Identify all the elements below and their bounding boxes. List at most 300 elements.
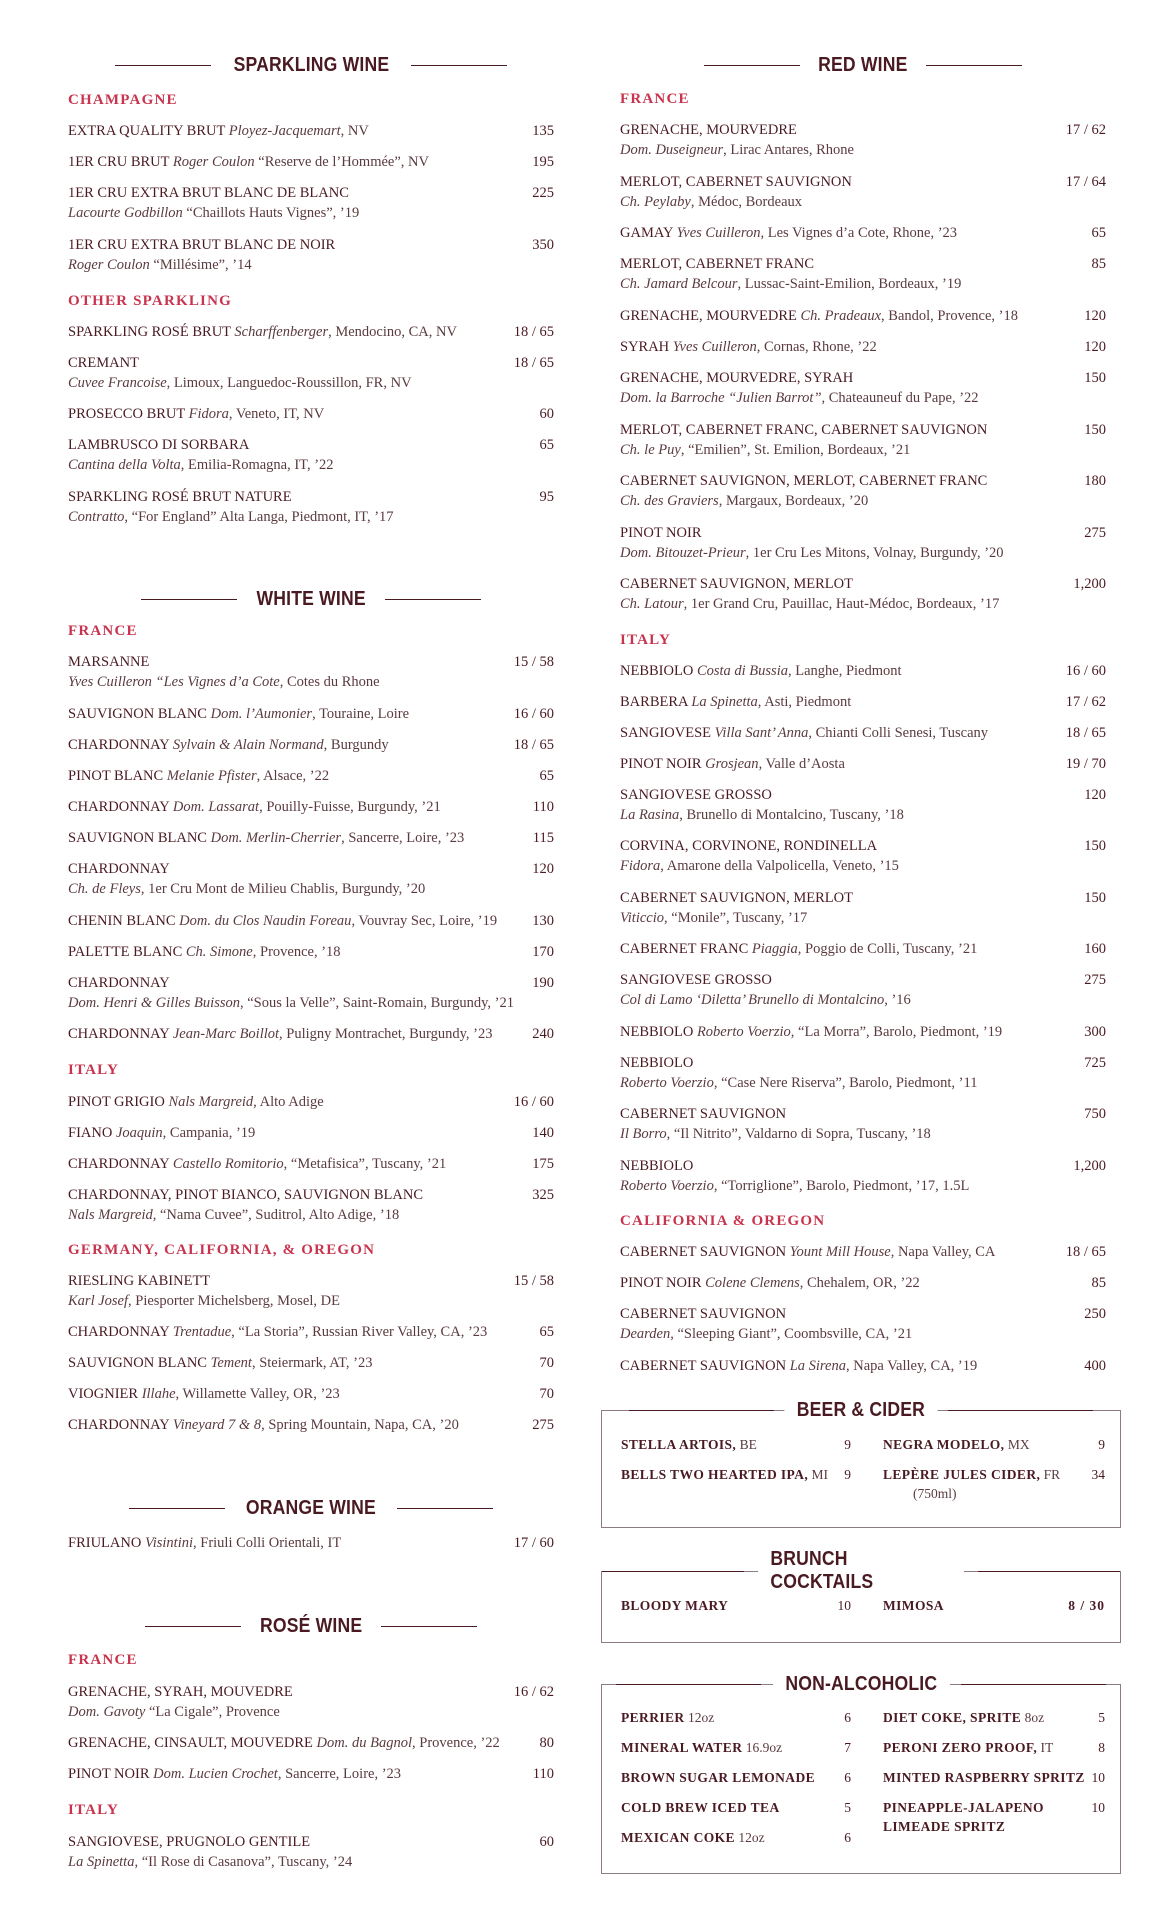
section-title-sparkling [68, 50, 554, 80]
wine-name: PALETTE BLANC [68, 944, 183, 960]
wine-details: , Pouilly-Fuisse, Burgundy, ’21 [259, 799, 441, 815]
drink-item: PERONI ZERO PROOF, IT 8 [883, 1740, 1105, 1755]
wine-price: 65 [539, 1324, 554, 1340]
wine-producer: Karl Josef [68, 1293, 129, 1309]
wine-producer: Dom. du Clos Naudin Foreau [179, 913, 352, 929]
wine-name: SAUVIGNON BLANC [68, 1355, 207, 1371]
wine-name: CHARDONNAY [68, 799, 170, 815]
wine-name: 1ER CRU BRUT [68, 154, 170, 170]
wine-item [68, 973, 554, 1013]
wine-details: , Cotes du Rhone [279, 674, 380, 690]
wine-price: 110 [532, 799, 554, 815]
wine-producer: Il Borro [620, 1126, 667, 1142]
wine-item [68, 1154, 554, 1174]
subheading-germany-california-oregon: GERMANY, CALIFORNIA, & OREGON [68, 1242, 376, 1258]
drink-item: MINERAL WATER 16.9oz 7 [621, 1740, 851, 1755]
wine-price: 18 / 65 [513, 355, 554, 371]
wine-producer: Visintini [144, 1535, 194, 1551]
wine-name: CHARDONNAY [68, 861, 170, 877]
wine-price: 80 [539, 1735, 554, 1751]
wine-item [68, 859, 554, 899]
wine-name: CHARDONNAY [68, 1156, 170, 1172]
wine-details: , “La Morra”, Barolo, Piedmont, ’19 [790, 1024, 1003, 1040]
wine-producer: Dearden [620, 1326, 671, 1342]
wine-price: 225 [532, 185, 554, 201]
wine-producer: Colene Clemens [705, 1275, 800, 1291]
wine-producer: Villa Sant’ Anna [714, 725, 809, 741]
wine-producer: La Sirena [789, 1358, 846, 1374]
wine-item [620, 970, 1106, 1010]
wine-name: MERLOT, CABERNET FRANC, CABERNET SAUVIGNON [620, 422, 988, 438]
wine-details: , Sancerre, Loire, ’23 [341, 830, 465, 846]
wine-details: , Steiermark, AT, ’23 [251, 1355, 373, 1371]
wine-name: CABERNET SAUVIGNON, MERLOT, CABERNET FRANC [620, 473, 988, 489]
wine-item [620, 1356, 1106, 1376]
wine-details: , Willamette Valley, OR, ’23 [175, 1386, 340, 1402]
subheading-california-oregon: CALIFORNIA & OREGON [620, 1213, 826, 1229]
wine-price: 750 [1084, 1106, 1106, 1122]
wine-item [68, 1185, 554, 1225]
wine-name: SANGIOVESE GROSSO [620, 972, 772, 988]
wine-price: 325 [532, 1187, 554, 1203]
beer-cider-box [601, 1398, 1121, 1528]
wine-name: NEBBIOLO [620, 1158, 694, 1174]
wine-producer: La Spinetta [68, 1854, 135, 1870]
section-title-brunch [602, 1548, 1120, 1593]
wine-details: , ’16 [884, 992, 911, 1008]
wine-price: 240 [532, 1026, 554, 1042]
wine-price: 150 [1084, 422, 1106, 438]
wine-name: CHARDONNAY [68, 737, 170, 753]
wine-item [68, 235, 554, 275]
subheading-other-sparkling: OTHER SPARKLING [68, 293, 232, 309]
drink-item: DIET COKE, SPRITE 8oz 5 [883, 1710, 1105, 1725]
wine-price: 17 / 62 [1065, 694, 1106, 710]
wine-item [68, 1832, 554, 1872]
wine-item [68, 1024, 554, 1044]
section-title-text: RED WINE [818, 53, 908, 76]
wine-name: PINOT NOIR [620, 756, 702, 772]
section-title-text: NON-ALCOHOLIC [773, 1673, 950, 1696]
wine-item [68, 942, 554, 962]
wine-producer: Dom. l’Aumonier [210, 706, 313, 722]
wine-name: CABERNET SAUVIGNON [620, 1106, 787, 1122]
subheading-italy: ITALY [68, 1802, 120, 1818]
wine-details: “Chaillots Hauts Vignes”, ’19 [182, 205, 360, 221]
wine-name: PINOT NOIR [620, 1275, 702, 1291]
wine-name: CHARDONNAY [68, 975, 170, 991]
wine-producer: Cantina della Volta [68, 457, 181, 473]
wine-price: 160 [1084, 941, 1106, 957]
wine-details: , “Case Nere Riserva”, Barolo, Piedmont, ’11 [713, 1075, 978, 1091]
wine-details: , “Metafisica”, Tuscany, ’21 [283, 1156, 447, 1172]
wine-details: , 1er Grand Cru, Pauillac, Haut-Médoc, Bordeaux, ’17 [683, 596, 1000, 612]
wine-item [68, 404, 554, 424]
wine-price: 16 / 60 [513, 706, 554, 722]
wine-item [68, 1322, 554, 1342]
wine-details: , Friuli Colli Orientali, IT [193, 1535, 342, 1551]
wine-details: , Langhe, Piedmont [787, 663, 902, 679]
wine-producer: Viticcio [620, 910, 665, 926]
wine-price: 400 [1084, 1358, 1106, 1374]
wine-details: , Chianti Colli Senesi, Tuscany [808, 725, 989, 741]
wine-price: 60 [539, 1834, 554, 1850]
wine-producer: Dom. Henri & Gilles Buisson [68, 995, 240, 1011]
section-title-text: BRUNCH COCKTAILS [758, 1548, 964, 1594]
wine-details: , “Sous la Velle”, Saint-Romain, Burgundy, ’21 [239, 995, 514, 1011]
wine-item [68, 1682, 554, 1722]
wine-name: MARSANNE [68, 654, 150, 670]
drink-item: BROWN SUGAR LEMONADE 6 [621, 1770, 851, 1785]
wine-producer: Melanie Pfister [166, 768, 257, 784]
section-title-orange [68, 1493, 554, 1523]
wine-item [620, 1104, 1106, 1144]
wine-item [620, 420, 1106, 460]
wine-price: 150 [1084, 890, 1106, 906]
wine-item [68, 435, 554, 475]
wine-price: 275 [1084, 525, 1106, 541]
wine-name: CABERNET SAUVIGNON [620, 1244, 787, 1260]
wine-details: , Limoux, Languedoc-Roussillon, FR, NV [166, 375, 412, 391]
wine-producer: Costa di Bussia [696, 663, 788, 679]
wine-name: BARBERA [620, 694, 688, 710]
wine-item [620, 723, 1106, 743]
wine-item [620, 888, 1106, 928]
wine-name: SANGIOVESE, PRUGNOLO GENTILE [68, 1834, 311, 1850]
wine-name: CABERNET FRANC [620, 941, 749, 957]
wine-producer: Dom. Lassarat [172, 799, 260, 815]
wine-details: , Alsace, ’22 [256, 768, 330, 784]
wine-details: , “Nama Cuvee”, Suditrol, Alto Adige, ’18 [152, 1207, 400, 1223]
wine-item [68, 797, 554, 817]
non-alcoholic-box [601, 1672, 1121, 1874]
wine-details: , Les Vignes d’a Cote, Rhone, ’23 [760, 225, 958, 241]
wine-details: , Emilia-Romagna, IT, ’22 [180, 457, 334, 473]
wine-name: NEBBIOLO [620, 663, 694, 679]
wine-item [620, 1156, 1106, 1196]
wine-item [68, 152, 554, 172]
wine-details: , Napa Valley, CA, ’19 [845, 1358, 978, 1374]
wine-price: 350 [532, 237, 554, 253]
wine-producer: Vineyard 7 & 8 [172, 1417, 262, 1433]
wine-name: PINOT BLANC [68, 768, 164, 784]
wine-item [68, 911, 554, 931]
wine-name: SANGIOVESE [620, 725, 712, 741]
wine-price: 120 [1084, 339, 1106, 355]
wine-producer: Roberto Voerzio [620, 1178, 714, 1194]
wine-details: , “Torriglione”, Barolo, Piedmont, ’17, 1.5L [713, 1178, 970, 1194]
wine-item [620, 368, 1106, 408]
wine-name: GRENACHE, MOURVEDRE [620, 308, 797, 324]
wine-producer: Dom. Bitouzet-Prieur [620, 545, 746, 561]
wine-details: “La Cigale”, Provence [145, 1704, 280, 1720]
section-title-text: ORANGE WINE [245, 1496, 377, 1519]
wine-item [620, 306, 1106, 326]
wine-name: CHARDONNAY [68, 1417, 170, 1433]
wine-details: , “For England” Alta Langa, Piedmont, IT, ’17 [124, 509, 394, 525]
wine-details: , Chateauneuf du Pape, ’22 [821, 390, 979, 406]
wine-details: , “Il Rose di Casanova”, Tuscany, ’24 [134, 1854, 353, 1870]
wine-price: 65 [539, 437, 554, 453]
wine-name: SPARKLING ROSÉ BRUT [68, 324, 231, 340]
drink-item: MINTED RASPBERRY SPRITZ 10 [883, 1770, 1105, 1785]
wine-price: 130 [532, 913, 554, 929]
wine-producer: Joaquin [115, 1125, 163, 1141]
wine-price: 300 [1084, 1024, 1106, 1040]
wine-item [68, 1764, 554, 1784]
wine-details: , Touraine, Loire [312, 706, 410, 722]
wine-price: 18 / 65 [513, 324, 554, 340]
subheading-france: FRANCE [68, 623, 138, 639]
wine-details: , 1er Cru Mont de Milieu Chablis, Burgundy, ’20 [140, 881, 426, 897]
wine-item [620, 1273, 1106, 1293]
wine-name: MERLOT, CABERNET FRANC [620, 256, 815, 272]
wine-details: , Napa Valley, CA [890, 1244, 996, 1260]
wine-details: , Poggio de Colli, Tuscany, ’21 [797, 941, 978, 957]
wine-name: FRIULANO [68, 1535, 142, 1551]
wine-item [620, 337, 1106, 357]
wine-details: , Lirac Antares, Rhone [723, 142, 854, 158]
wine-price: 17 / 62 [1065, 122, 1106, 138]
beer-item: NEGRA MODELO, MX 9 [883, 1437, 1105, 1452]
drink-item: MEXICAN COKE 12oz 6 [621, 1830, 851, 1845]
wine-item [620, 754, 1106, 774]
wine-details: , Spring Mountain, Napa, CA, ’20 [261, 1417, 459, 1433]
wine-producer: Yves Cuilleron [676, 225, 761, 241]
wine-producer: Roberto Voerzio [696, 1024, 791, 1040]
section-title-white [68, 584, 554, 614]
wine-item [68, 322, 554, 342]
section-title-beer [602, 1395, 1120, 1425]
wine-producer: Dom. la Barroche “Julien Barrot” [620, 390, 822, 406]
wine-item [620, 172, 1106, 212]
wine-name: SPARKLING ROSÉ BRUT NATURE [68, 489, 292, 505]
wine-producer: Yves Cuilleron “Les Vignes d’a Cote [68, 674, 280, 690]
wine-details: , Margaux, Bordeaux, ’20 [718, 493, 869, 509]
wine-producer: Fidora [188, 406, 229, 422]
wine-price: 175 [532, 1156, 554, 1172]
wine-details: , Provence, ’22 [412, 1735, 500, 1751]
wine-item [620, 523, 1106, 563]
wine-price: 65 [539, 768, 554, 784]
wine-producer: Illahe [141, 1386, 176, 1402]
wine-item [68, 353, 554, 393]
wine-price: 60 [539, 406, 554, 422]
wine-details: , Médoc, Bordeaux [690, 194, 803, 210]
wine-price: 19 / 70 [1065, 756, 1106, 772]
wine-details: , Cornas, Rhone, ’22 [756, 339, 877, 355]
wine-item [68, 1733, 554, 1753]
wine-price: 85 [1091, 1275, 1106, 1291]
wine-price: 725 [1084, 1055, 1106, 1071]
wine-name: SANGIOVESE GROSSO [620, 787, 772, 803]
section-title-text: BEER & CIDER [785, 1399, 938, 1422]
wine-details: , “Il Nitrito”, Valdarno di Sopra, Tuscany, ’18 [666, 1126, 931, 1142]
wine-price: 120 [532, 861, 554, 877]
wine-item [620, 785, 1106, 825]
wine-producer: Dom. Merlin-Cherrier [210, 830, 342, 846]
wine-name: PINOT GRIGIO [68, 1094, 165, 1110]
beer-item: BELLS TWO HEARTED IPA, MI 9 [621, 1467, 851, 1482]
beer-item: LEPÈRE JULES CIDER, FR 34 (750ml) [883, 1467, 1105, 1501]
section-title-text: SPARKLING WINE [233, 53, 389, 76]
wine-price: 16 / 60 [513, 1094, 554, 1110]
wine-price: 18 / 65 [513, 737, 554, 753]
wine-details: , Alto Adige [253, 1094, 324, 1110]
wine-name: CREMANT [68, 355, 139, 371]
wine-producer: Contratto [68, 509, 125, 525]
wine-name: CORVINA, CORVINONE, RONDINELLA [620, 838, 878, 854]
wine-price: 1,200 [1073, 576, 1106, 592]
wine-name: FIANO [68, 1125, 113, 1141]
wine-name: VIOGNIER [68, 1386, 139, 1402]
wine-details: , “Sleeping Giant”, Coombsville, CA, ’21 [670, 1326, 913, 1342]
wine-details: , Vouvray Sec, Loire, ’19 [351, 913, 498, 929]
wine-price: 195 [532, 154, 554, 170]
wine-name: PINOT NOIR [68, 1766, 150, 1782]
section-title-red [620, 50, 1106, 80]
section-title-non-alcoholic [602, 1669, 1120, 1699]
wine-item [620, 939, 1106, 959]
wine-price: 180 [1084, 473, 1106, 489]
wine-producer: Jean-Marc Boillot [172, 1026, 280, 1042]
subheading-italy: ITALY [68, 1062, 120, 1078]
wine-producer: Ch. de Fleys [68, 881, 141, 897]
wine-item [68, 766, 554, 786]
wine-item [620, 471, 1106, 511]
wine-producer: Ch. des Graviers [620, 493, 719, 509]
wine-item [68, 1384, 554, 1404]
wine-price: 150 [1084, 838, 1106, 854]
brunch-cocktails-box [601, 1548, 1121, 1643]
wine-price: 170 [532, 944, 554, 960]
wine-item [68, 828, 554, 848]
wine-producer: Piaggia [751, 941, 798, 957]
wine-item [620, 120, 1106, 160]
wine-price: 16 / 62 [513, 1684, 554, 1700]
wine-item [68, 1092, 554, 1112]
wine-price: 95 [539, 489, 554, 505]
wine-name: RIESLING KABINETT [68, 1273, 211, 1289]
drink-item: PINEAPPLE-JALAPENO 10 LIMEADE SPRITZ [883, 1800, 1105, 1834]
wine-name: EXTRA QUALITY BRUT [68, 123, 226, 139]
wine-item [68, 704, 554, 724]
wine-name: GRENACHE, MOURVEDRE [620, 122, 797, 138]
wine-price: 85 [1091, 256, 1106, 272]
wine-price: 17 / 60 [513, 1535, 554, 1551]
wine-name: CHENIN BLANC [68, 913, 176, 929]
wine-price: 65 [1091, 225, 1106, 241]
wine-producer: Dom. Duseigneur [620, 142, 724, 158]
wine-item [68, 735, 554, 755]
wine-producer: Ployez-Jacquemart [228, 123, 341, 139]
wine-item [68, 652, 554, 692]
wine-details: , Burgundy [323, 737, 389, 753]
wine-item [620, 1022, 1106, 1042]
wine-details: , Lussac-Saint-Emilion, Bordeaux, ’19 [737, 276, 962, 292]
wine-producer: Dom. Lucien Crochet [153, 1766, 278, 1782]
wine-name: PINOT NOIR [620, 525, 702, 541]
subheading-france: FRANCE [68, 1652, 138, 1668]
wine-price: 17 / 64 [1065, 174, 1106, 190]
wine-producer: Yves Cuilleron [672, 339, 757, 355]
wine-price: 15 / 58 [513, 1273, 554, 1289]
wine-producer: Tement [210, 1355, 252, 1371]
wine-producer: Dom. Gavoty [68, 1704, 146, 1720]
wine-details: , Bandol, Provence, ’18 [881, 308, 1018, 324]
wine-producer: Cuvee Francoise [68, 375, 167, 391]
wine-details: “Reserve de l’Hommée”, NV [254, 154, 429, 170]
wine-price: 275 [1084, 972, 1106, 988]
wine-name: GRENACHE, SYRAH, MOUVEDRE [68, 1684, 293, 1700]
wine-name: PROSECCO BRUT [68, 406, 185, 422]
wine-item [620, 836, 1106, 876]
wine-producer: Dom. du Bagnol [316, 1735, 412, 1751]
wine-producer: Roger Coulon [172, 154, 255, 170]
wine-producer: Ch. le Puy [620, 442, 681, 458]
wine-details: , Amarone della Valpolicella, Veneto, ’15 [660, 858, 899, 874]
wine-price: 120 [1084, 308, 1106, 324]
wine-price: 250 [1084, 1306, 1106, 1322]
wine-item [68, 1123, 554, 1143]
wine-details: , Puligny Montrachet, Burgundy, ’23 [279, 1026, 493, 1042]
wine-name: SYRAH [620, 339, 670, 355]
wine-item [620, 1304, 1106, 1344]
wine-details: , Brunello di Montalcino, Tuscany, ’18 [679, 807, 904, 823]
wine-price: 150 [1084, 370, 1106, 386]
wine-details: , “La Storia”, Russian River Valley, CA, ’23 [231, 1324, 488, 1340]
wine-producer: Lacourte Godbillon [68, 205, 183, 221]
wine-producer: Col di Lamo ‘Diletta’ Brunello di Montalcino [620, 992, 885, 1008]
wine-producer: Scharffenberger [234, 324, 329, 340]
drink-item: COLD BREW ICED TEA 5 [621, 1800, 851, 1815]
wine-name: CHARDONNAY [68, 1324, 170, 1340]
wine-name: CABERNET SAUVIGNON, MERLOT [620, 890, 853, 906]
wine-details: , 1er Cru Les Mitons, Volnay, Burgundy, ’20 [745, 545, 1004, 561]
wine-producer: Ch. Simone [185, 944, 253, 960]
wine-price: 1,200 [1073, 1158, 1106, 1174]
wine-name: CHARDONNAY, PINOT BIANCO, SAUVIGNON BLANC [68, 1187, 424, 1203]
wine-item [68, 183, 554, 223]
wine-details: , NV [340, 123, 369, 139]
wine-name: GAMAY [620, 225, 673, 241]
wine-price: 15 / 58 [513, 654, 554, 670]
wine-producer: Fidora [620, 858, 661, 874]
wine-item [620, 661, 1106, 681]
wine-item [68, 1271, 554, 1311]
wine-item [620, 223, 1106, 243]
wine-producer: Grosjean [705, 756, 759, 772]
wine-price: 18 / 65 [1065, 725, 1106, 741]
wine-name: CABERNET SAUVIGNON [620, 1358, 787, 1374]
wine-price: 18 / 65 [1065, 1244, 1106, 1260]
wine-name: SAUVIGNON BLANC [68, 706, 207, 722]
cocktail-item: MIMOSA 8 / 30 [883, 1598, 1105, 1613]
wine-name: NEBBIOLO [620, 1024, 694, 1040]
wine-producer: Trentadue [172, 1324, 232, 1340]
wine-item [620, 692, 1106, 712]
subheading-france: FRANCE [620, 91, 690, 107]
wine-producer: Ch. Peylaby [620, 194, 691, 210]
section-title-text: WHITE WINE [256, 587, 366, 610]
wine-price: 70 [539, 1386, 554, 1402]
wine-producer: La Rasina [620, 807, 680, 823]
wine-producer: Sylvain & Alain Normand [172, 737, 324, 753]
wine-item [620, 574, 1106, 614]
subheading-italy: ITALY [620, 632, 672, 648]
wine-name: MERLOT, CABERNET SAUVIGNON [620, 174, 852, 190]
wine-details: , “Monile”, Tuscany, ’17 [664, 910, 808, 926]
